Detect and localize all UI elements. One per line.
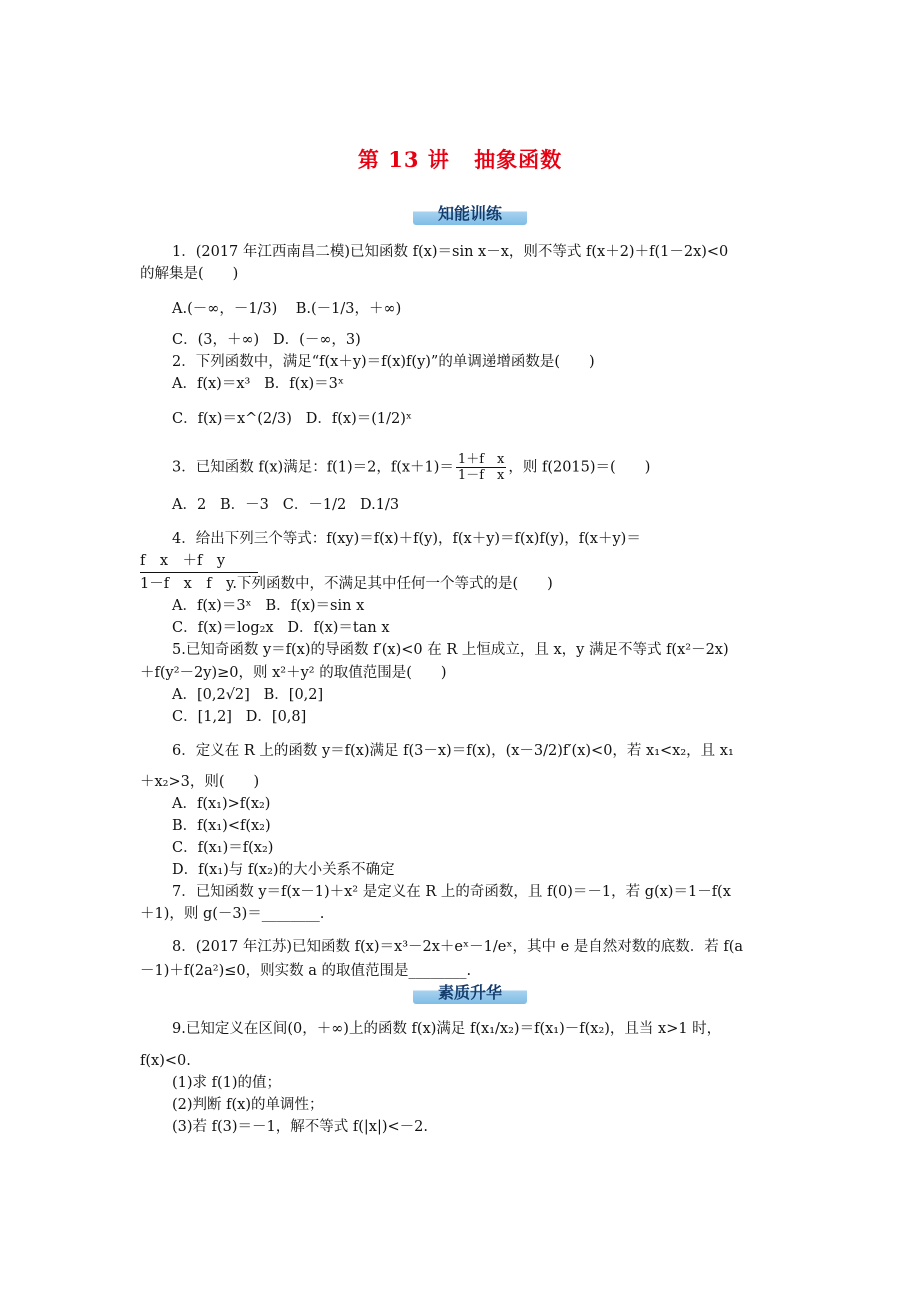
q9-stem-line1: 9.已知定义在区间(0，＋∞)上的函数 f(x)满足 f(x₁/x₂)＝f(x₁)－f(x₂)，且当 x>1 时，	[172, 1021, 722, 1037]
q3-fraction-denominator: 1－f x	[457, 468, 505, 483]
lesson-topic: 抽象函数	[474, 147, 563, 172]
q3-stem-post: ，则 f(2015)＝( )	[508, 459, 651, 476]
q1-stem-line2: 的解集是( )	[140, 266, 239, 282]
q6-option-c: C．f(x₁)＝f(x₂)	[172, 840, 274, 856]
q1-option-d: D．(－∞，3)	[273, 332, 361, 348]
q4-fraction-den-row	[140, 575, 553, 593]
q6-stem-line1: 6．定义在 R 上的函数 y＝f(x)满足 f(3－x)＝f(x)，(x－3/2)f′(x)<0，若 x₁<x₂，且 x₁	[172, 743, 734, 759]
q9-part2: (2)判断 f(x)的单调性；	[172, 1097, 324, 1113]
q3-option-d: D.1/3	[360, 497, 400, 513]
q9-stem-line2: f(x)<0.	[140, 1053, 191, 1069]
lesson-number: 第 13 讲	[357, 147, 450, 172]
q2-option-c: C．f(x)＝x^(2/3)	[172, 411, 292, 427]
q5-option-d: D．[0,8]	[245, 709, 307, 725]
q4-option-d: D．f(x)＝tan x	[287, 620, 390, 636]
q6-stem-line2: ＋x₂>3，则( )	[140, 774, 260, 790]
q3-fraction	[456, 452, 506, 483]
q1-option-a: A.(－∞，－1/3)	[172, 301, 278, 317]
q2-option-a: A．f(x)＝x³	[172, 376, 251, 392]
q4-option-c: C．f(x)＝log₂x	[172, 620, 274, 636]
q5-options-cd	[172, 708, 306, 726]
q3-option-a: A．2	[172, 497, 207, 513]
q5-option-a: A．[0,2√2]	[172, 687, 250, 703]
q3-option-b: B．－3	[220, 497, 269, 513]
q5-option-c: C．[1,2]	[172, 709, 232, 725]
section-banner-training: 知能训练	[413, 203, 527, 225]
q4-options-ab	[172, 597, 364, 615]
q5-stem-line2: ＋f(y²－2y)≥0，则 x²＋y² 的取值范围是( )	[140, 665, 447, 681]
q4-option-b: B．f(x)＝sin x	[265, 598, 365, 614]
q9-part1: (1)求 f(1)的值；	[172, 1075, 282, 1091]
q7-stem-line2: ＋1)，则 g(－3)＝________.	[140, 906, 325, 922]
q3-stem-pre: 3．已知函数 f(x)满足：f(1)＝2，f(x＋1)＝	[172, 459, 454, 476]
q5-options-ab	[172, 686, 323, 704]
q4-fraction-numerator: f x ＋f y	[140, 553, 226, 569]
q3-stem	[172, 452, 650, 483]
q1-stem-line1: 1．(2017 年江西南昌二模)已知函数 f(x)＝sin x－x，则不等式 f(x＋2)＋f(1－2x)<0	[172, 244, 729, 260]
q3-options	[172, 496, 399, 514]
q5-stem-line1: 5.已知奇函数 y＝f(x)的导函数 f′(x)<0 在 R 上恒成立，且 x，y 满足不等式 f(x²－2x)	[172, 642, 729, 658]
q1-options-ab	[172, 300, 401, 318]
q6-option-b: B．f(x₁)<f(x₂)	[172, 818, 271, 834]
q2-option-b: B．f(x)＝3ˣ	[264, 376, 345, 392]
q1-options-cd	[172, 331, 361, 349]
q1-option-c: C．(3，＋∞)	[172, 332, 260, 348]
q8-stem-line2: －1)＋f(2a²)≤0，则实数 a 的取值范围是________.	[140, 963, 472, 979]
q5-option-b: B．[0,2]	[263, 687, 324, 703]
q4-fraction-bar	[140, 572, 258, 573]
q1-option-b: B.(－1/3，＋∞)	[295, 301, 402, 317]
q2-option-d: D．f(x)＝(1/2)ˣ	[305, 411, 413, 427]
q7-stem-line1: 7．已知函数 y＝f(x－1)＋x² 是定义在 R 上的奇函数，且 f(0)＝－1，若 g(x)＝1－f(x	[172, 884, 731, 900]
q4-stem-line1: 4．给出下列三个等式：f(xy)＝f(x)＋f(y)，f(x＋y)＝f(x)f(y)，f(x＋y)＝	[172, 531, 641, 547]
q4-options-cd	[172, 619, 390, 637]
q8-stem-line1: 8．(2017 年江苏)已知函数 f(x)＝x³－2x＋eˣ－1/eˣ，其中 e 是自然对数的底数．若 f(a	[172, 939, 744, 955]
section-banner-advanced: 素质升华	[413, 982, 527, 1004]
page-title	[0, 144, 920, 174]
q4-fraction-denominator: 1－f x f y	[140, 576, 233, 592]
q4-option-a: A．f(x)＝3ˣ	[172, 598, 252, 614]
q3-option-c: C．－1/2	[282, 497, 347, 513]
q9-part3: (3)若 f(3)＝－1，解不等式 f(|x|)<－2.	[172, 1119, 429, 1135]
q2-stem: 2．下列函数中，满足“f(x＋y)＝f(x)f(y)”的单调递增函数是( )	[172, 354, 595, 370]
q4-stem-line2: .下列函数中，不满足其中任何一个等式的是( )	[232, 576, 553, 592]
q6-option-a: A．f(x₁)>f(x₂)	[172, 796, 271, 812]
q3-fraction-numerator: 1＋f x	[457, 452, 505, 467]
q6-option-d: D．f(x₁)与 f(x₂)的大小关系不确定	[172, 862, 395, 878]
q2-options-cd	[172, 410, 412, 428]
q2-options-ab	[172, 375, 344, 393]
